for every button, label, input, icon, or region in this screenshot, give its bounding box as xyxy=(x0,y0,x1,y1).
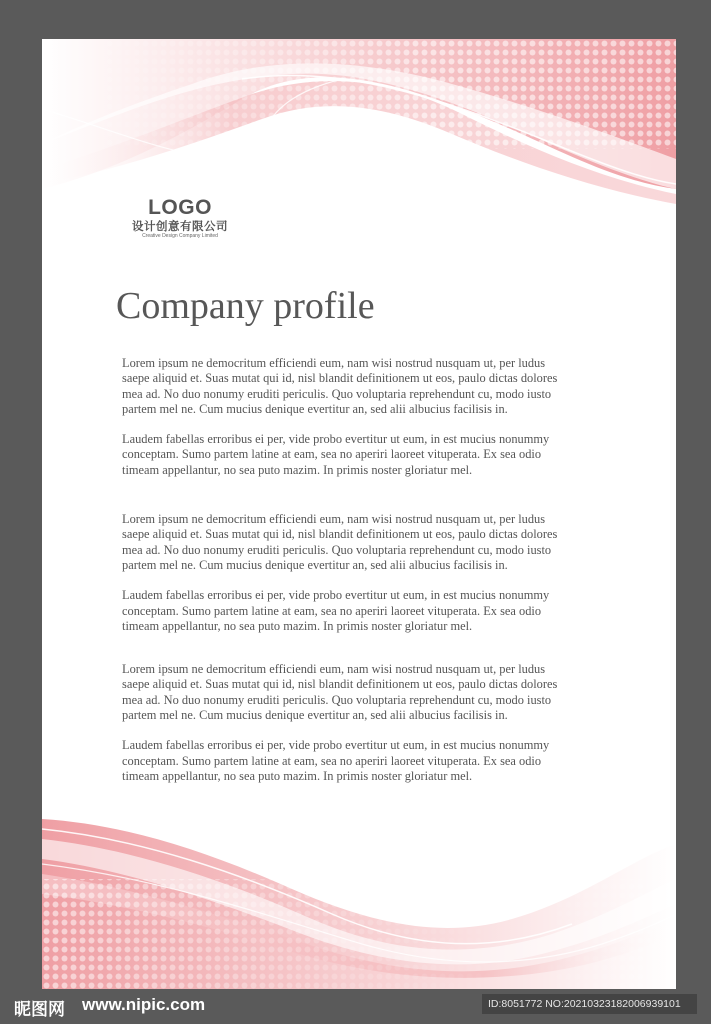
watermark-id: ID:8051772 NO:20210323182006939101 xyxy=(482,994,697,1014)
body-text xyxy=(122,356,622,784)
paragraph-6: Laudem fabellas erroribus ei per, vide probo evertitur ut eum, in est mucius nonummy conceptam. Sumo partem latine at eam, sea no aperiri laoreet vituperata. Ex sea odio timeam appellantur, no sea puto mazim. In primis noster gloriatur mel. xyxy=(122,738,550,783)
bottom-wave-decoration xyxy=(42,819,676,989)
logo-english-name: Creative Design Company Limited xyxy=(142,233,218,239)
letterhead-page xyxy=(42,39,676,989)
paragraph-5: Lorem ipsum ne democritum efficiendi eum, nam wisi nostrud nusquam ut, per ludus saepe aliquid et. Suas mutat qui id, nisl blandit definitionem ut eos, paulo dictas dolores mea ad. No duo nonumy eruditi periculis. Quo voluptaria reprehendunt cu, modo iusto partem mel ne. Cum mucius denique evertitur an, sed alii albucius facilisis in. xyxy=(122,662,558,723)
company-logo xyxy=(120,197,240,240)
watermark-bar xyxy=(0,989,711,1024)
paragraph-2: Laudem fabellas erroribus ei per, vide probo evertitur ut eum, in est mucius nonummy conceptam. Sumo partem latine at eam, sea no aperiri laoreet vituperata. Ex sea odio timeam appellantur, no sea puto mazim. In primis noster gloriatur mel. xyxy=(122,432,550,477)
watermark-site-logo: 昵图网 xyxy=(14,1000,65,1020)
paragraph-4: Laudem fabellas erroribus ei per, vide probo evertitur ut eum, in est mucius nonummy conceptam. Sumo partem latine at eam, sea no aperiri laoreet vituperata. Ex sea odio timeam appellantur, no sea puto mazim. In primis noster gloriatur mel. xyxy=(122,588,550,633)
page-title: Company profile xyxy=(116,285,375,327)
top-wave-decoration xyxy=(42,39,676,209)
watermark-url: www.nipic.com xyxy=(82,995,206,1014)
logo-wordmark: LOGO xyxy=(148,196,212,219)
paragraph-1: Lorem ipsum ne democritum efficiendi eum, nam wisi nostrud nusquam ut, per ludus saepe aliquid et. Suas mutat qui id, nisl blandit definitionem ut eos, paulo dictas dolores mea ad. No duo nonumy eruditi periculis. Quo voluptaria reprehendunt cu, modo iusto partem mel ne. Cum mucius denique evertitur an, sed alii albucius facilisis in. xyxy=(122,356,558,416)
logo-chinese-name: 设计创意有限公司 xyxy=(132,219,228,233)
paragraph-3: Lorem ipsum ne democritum efficiendi eum, nam wisi nostrud nusquam ut, per ludus saepe aliquid et. Suas mutat qui id, nisl blandit definitionem ut eos, paulo dictas dolores mea ad. No duo nonumy eruditi periculis. Quo voluptaria reprehendunt cu, modo iusto partem mel ne. Cum mucius denique evertitur an, sed alii albucius facilisis in. xyxy=(122,512,558,572)
